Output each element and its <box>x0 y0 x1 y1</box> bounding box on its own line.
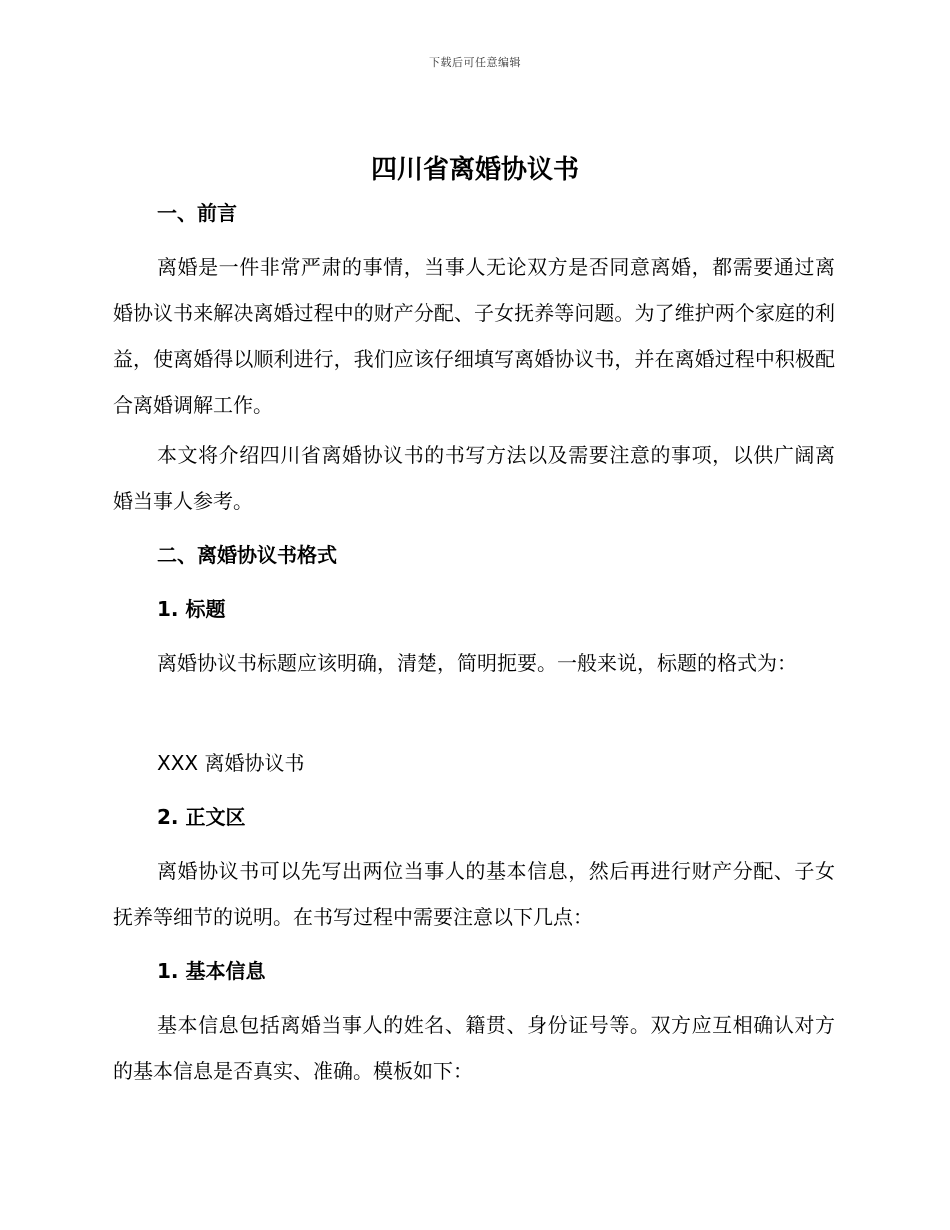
document-title: 四川省离婚协议书 <box>370 155 579 185</box>
page-header-note: 下载后可任意编辑 <box>429 56 521 69</box>
paragraph-title: 离婚协议书标题应该明确，清楚，简明扼要。一般来说，标题的格式为： <box>157 651 797 675</box>
subheading-body: 2. 正文区 <box>157 805 246 829</box>
section-heading-format: 二、离婚协议书格式 <box>157 543 337 567</box>
paragraph-preface-1: 离婚是一件非常严肃的事情，当事人无论双方是否同意离婚，都需要通过离婚协议书来解决离婚过程中的财产分配、子女抚养等问题。为了维护两个家庭的利益，使离婚得以顺利进行，我们应该仔细填写离婚协议书，并在离婚过程中积极配合离婚调解工作。 <box>113 255 835 417</box>
section-heading-preface: 一、前言 <box>157 201 237 225</box>
paragraph-basic-info: 基本信息包括离婚当事人的姓名、籍贯、身份证号等。双方应互相确认对方的基本信息是否真实、准确。模板如下： <box>113 1013 835 1083</box>
subheading-basic-info: 1. 基本信息 <box>157 959 266 983</box>
paragraph-body: 离婚协议书可以先写出两位当事人的基本信息，然后再进行财产分配、子女抚养等细节的说明。在书写过程中需要注意以下几点： <box>113 859 835 929</box>
subheading-title: 1. 标题 <box>157 597 226 621</box>
title-example: XXX 离婚协议书 <box>157 751 305 775</box>
paragraph-preface-2: 本文将介绍四川省离婚协议书的书写方法以及需要注意的事项，以供广阔离婚当事人参考。 <box>113 443 835 513</box>
